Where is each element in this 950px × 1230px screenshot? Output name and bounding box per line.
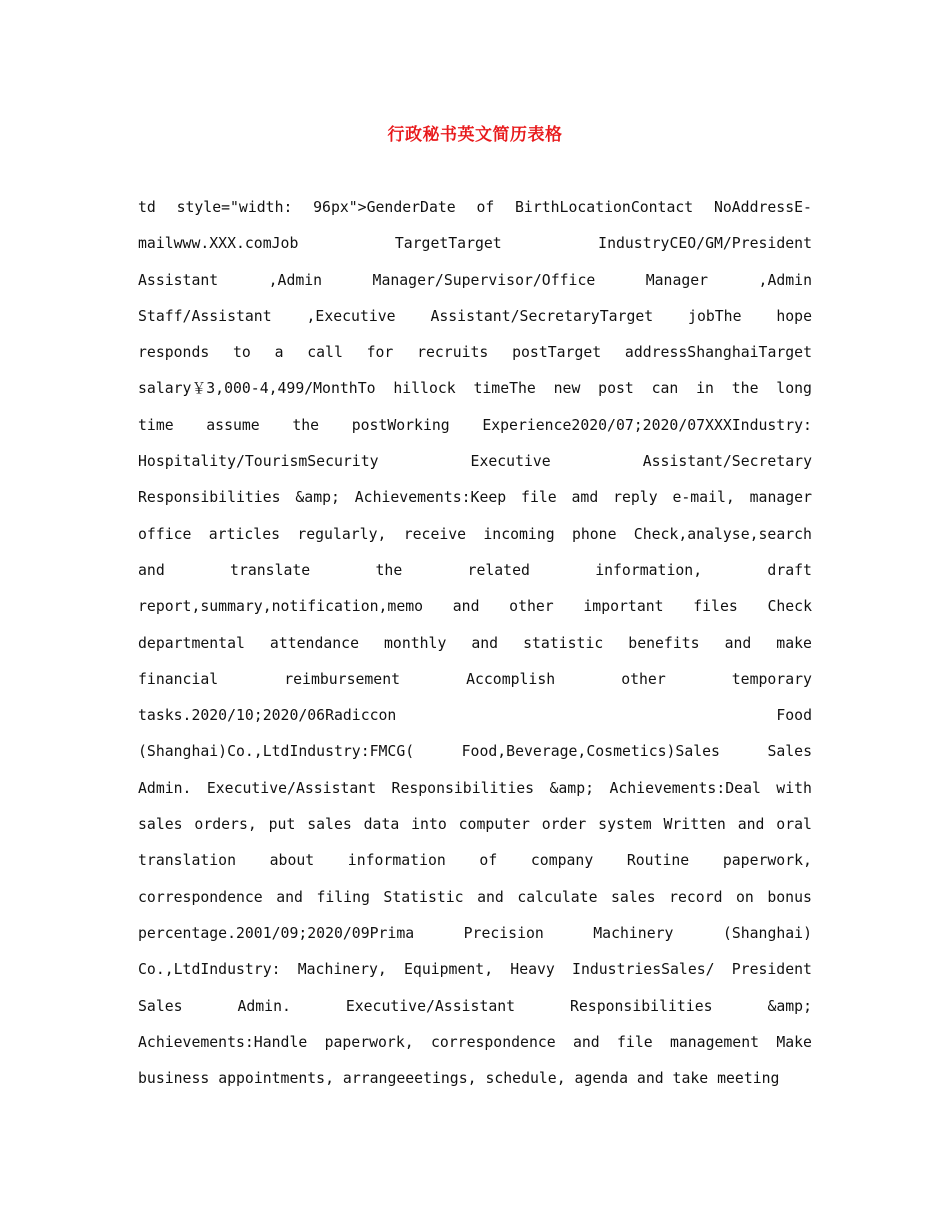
body-text-word: filing: [316, 888, 370, 906]
body-text-word: post: [598, 380, 634, 398]
body-text-word: management: [669, 1033, 760, 1051]
body-text-word: postTarget: [512, 344, 602, 362]
body-text-word: timeThe: [473, 380, 536, 398]
body-text-word: NoAddressE-: [713, 199, 812, 216]
body-text-word: style="width:: [176, 199, 293, 216]
body-text-word: (Shanghai): [722, 924, 812, 942]
body-text-word: sales: [307, 816, 352, 834]
body-text-word: monthly: [384, 634, 447, 652]
body-text-word: and: [138, 561, 165, 579]
body-text-word: orders,: [194, 816, 257, 834]
body-text-word: &amp;: [549, 779, 595, 797]
body-text-line: [138, 989, 812, 1025]
body-text-word: Achievements:Handle: [138, 1033, 308, 1051]
body-text-line: [138, 517, 812, 553]
body-text-word: Check,analyse,search: [633, 525, 812, 543]
body-text-word: (Shanghai)Co.,LtdIndustry:FMCG(: [138, 743, 415, 761]
body-text-word: Hospitality/TourismSecurity: [138, 453, 379, 471]
body-text-word: Food: [776, 707, 812, 725]
body-text-word: Make: [776, 1033, 812, 1051]
body-text-word: Routine: [626, 852, 690, 870]
body-text-word: into: [411, 816, 447, 834]
body-text-word: Achievements:Deal: [609, 779, 761, 797]
body-text-word: appointments,: [218, 1070, 343, 1088]
body-text-word: order: [541, 816, 587, 834]
body-text-word: jobThe: [688, 307, 742, 325]
body-text-word: and: [636, 1070, 673, 1088]
body-text-word: in: [696, 380, 714, 398]
body-text-word: Co.,LtdIndustry:: [138, 961, 281, 979]
body-text-word: Written: [663, 816, 726, 834]
body-text-word: time: [138, 416, 174, 434]
body-text-word: information,: [595, 561, 703, 579]
body-text-word: Assistant: [138, 271, 219, 289]
body-text-word: Executive/Assistant: [345, 997, 516, 1015]
body-text-word: to: [233, 344, 251, 362]
body-text-word: Precision: [463, 924, 544, 942]
body-text-word: articles: [208, 525, 281, 543]
body-text-word: system: [598, 816, 652, 834]
body-text-line: [138, 553, 812, 589]
body-text-word: and: [737, 816, 765, 834]
body-text-word: Responsibilities: [569, 997, 713, 1015]
body-text-word: BirthLocationContact: [515, 199, 694, 216]
body-text-line: [138, 408, 812, 444]
body-text-word: paperwork,: [722, 852, 812, 870]
body-text-word: Responsibilities: [138, 489, 281, 507]
body-text-word: Staff/Assistant: [138, 307, 272, 325]
body-text-line: [138, 880, 812, 916]
body-text-word: call: [307, 344, 343, 362]
body-text-word: attendance: [269, 634, 359, 652]
body-text-word: mailwww.XXX.comJob: [138, 235, 299, 253]
body-text-word: other: [509, 598, 554, 616]
body-text-word: addressShanghaiTarget: [624, 344, 812, 362]
resume-body-text: [138, 190, 812, 1097]
body-text-word: important: [583, 598, 664, 616]
body-text-line: [138, 444, 812, 480]
body-text-word: percentage.2001/09;2020/09Prima: [138, 924, 415, 942]
body-text-word: company: [530, 852, 594, 870]
body-text-line: [138, 662, 812, 698]
body-text-word: and: [572, 1033, 600, 1051]
body-text-word: office: [138, 525, 192, 543]
body-text-word: phone: [571, 525, 617, 543]
body-text-word: receive: [403, 525, 467, 543]
body-text-word: of: [476, 199, 495, 216]
body-text-line: [138, 916, 812, 952]
body-text-word: and: [477, 888, 504, 906]
body-text-line: [138, 698, 812, 734]
body-text-word: hillock: [393, 380, 456, 398]
body-text-word: the: [731, 380, 759, 398]
body-text-word: report,summary,notification,memo: [138, 598, 424, 616]
body-text-line: [138, 335, 812, 371]
body-text-word: and: [276, 888, 303, 906]
body-text-word: postWorking: [351, 416, 450, 434]
body-text-word: Admin.: [237, 997, 291, 1015]
body-text-word: regularly,: [297, 525, 387, 543]
body-text-line: [138, 952, 812, 988]
body-text-word: translation: [138, 852, 236, 870]
body-text-word: departmental: [138, 634, 245, 652]
body-text-word: hope: [776, 307, 812, 325]
body-text-line: [138, 843, 812, 879]
body-text-word: schedule,: [485, 1070, 575, 1088]
body-text-word: IndustriesSales/: [572, 961, 715, 979]
body-text-word: meeting: [717, 1070, 780, 1088]
body-text-word: assume: [206, 416, 260, 434]
body-text-word: ,Admin: [268, 271, 323, 289]
body-text-word: with: [776, 779, 812, 797]
body-text-word: files: [693, 598, 738, 616]
body-text-word: and: [724, 634, 752, 652]
body-text-word: &amp;: [767, 997, 812, 1015]
body-text-word: Assistant/Secretary: [642, 453, 812, 471]
body-text-word: Machinery,: [297, 961, 387, 979]
body-text-word: a: [274, 344, 284, 362]
body-text-word: on: [736, 888, 754, 906]
body-text-word: make: [776, 634, 812, 652]
body-text-word: Manager: [645, 271, 709, 289]
body-text-line: [138, 263, 812, 299]
body-text-word: of: [479, 852, 498, 870]
body-text-word: related: [467, 561, 530, 579]
body-text-word: IndustryCEO/GM/President: [598, 235, 812, 253]
body-text-word: long: [776, 380, 812, 398]
body-text-word: salary￥3,000-4,499/MonthTo: [138, 380, 376, 398]
body-text-word: Sales: [138, 997, 183, 1015]
body-text-word: Executive/Assistant: [206, 779, 377, 797]
body-text-word: record: [669, 888, 723, 906]
body-text-line: [138, 734, 812, 770]
body-text-word: President: [731, 961, 812, 979]
body-text-line: [138, 190, 812, 226]
body-text-word: Executive: [470, 453, 551, 471]
body-text-line: [138, 771, 812, 807]
body-text-line: [138, 589, 812, 625]
body-text-word: ,Executive: [306, 307, 396, 325]
body-text-line: [138, 1025, 812, 1061]
body-text-line: [138, 299, 812, 335]
body-text-line: [138, 1061, 812, 1097]
body-text-word: the: [375, 561, 403, 579]
body-text-word: ,Admin: [758, 271, 812, 289]
body-text-word: translate: [230, 561, 311, 579]
body-text-word: incoming: [483, 525, 555, 543]
body-text-line: [138, 626, 812, 662]
body-text-word: the: [292, 416, 320, 434]
body-text-word: sales: [138, 816, 183, 834]
body-text-word: file: [521, 489, 557, 507]
body-text-word: Accomplish: [466, 670, 556, 688]
body-text-word: Manager/Supervisor/Office: [372, 271, 596, 289]
body-text-word: bonus: [767, 888, 812, 906]
body-text-word: correspondence: [138, 888, 263, 906]
body-text-word: put: [268, 816, 296, 834]
body-text-line: [138, 371, 812, 407]
body-text-word: can: [651, 380, 679, 398]
body-text-word: agenda: [574, 1070, 637, 1088]
body-text-word: manager: [749, 489, 812, 507]
body-text-line: [138, 226, 812, 262]
body-text-word: TargetTarget: [394, 235, 502, 253]
body-text-word: for: [366, 344, 394, 362]
body-text-line: [138, 807, 812, 843]
body-text-word: and: [452, 598, 480, 616]
body-text-word: calculate: [517, 888, 598, 906]
body-text-word: amd: [571, 489, 599, 507]
body-text-word: about: [269, 852, 315, 870]
body-text-word: Responsibilities: [391, 779, 535, 797]
body-text-word: e-mail,: [672, 489, 735, 507]
body-text-word: new: [553, 380, 581, 398]
body-text-word: Assistant/SecretaryTarget: [430, 307, 654, 325]
body-text-word: 96px">GenderDate: [313, 199, 456, 216]
body-text-word: paperwork,: [324, 1033, 414, 1051]
body-text-word: and: [471, 634, 499, 652]
body-text-word: Heavy: [510, 961, 555, 979]
body-text-word: Equipment,: [404, 961, 494, 979]
body-text-word: Experience2020/07;2020/07XXXIndustry:: [482, 416, 812, 434]
body-text-word: oral: [776, 816, 812, 834]
body-text-word: other: [621, 670, 666, 688]
body-text-word: arrangeeetings,: [342, 1070, 486, 1088]
body-text-word: information: [347, 852, 446, 870]
body-text-word: &amp;: [295, 489, 340, 507]
body-text-word: recruits: [417, 344, 489, 362]
body-text-word: tasks.2020/10;2020/06Radiccon: [138, 707, 397, 725]
body-text-word: data: [363, 816, 400, 834]
body-text-word: statistic: [523, 634, 604, 652]
body-text-word: Admin.: [138, 779, 192, 797]
body-text-word: correspondence: [430, 1033, 556, 1051]
body-text-word: business: [138, 1070, 219, 1088]
body-text-word: Food,Beverage,Cosmetics)Sales: [461, 743, 720, 761]
body-text-word: Statistic: [383, 888, 464, 906]
body-text-word: take: [672, 1070, 718, 1088]
body-text-word: Check: [767, 598, 812, 616]
body-text-word: benefits: [628, 634, 700, 652]
document-title: 行政秘书英文简历表格: [387, 125, 563, 145]
body-text-word: file: [617, 1033, 653, 1051]
body-text-word: Sales: [767, 743, 812, 761]
body-text-line: [138, 480, 812, 516]
body-text-word: sales: [611, 888, 656, 906]
body-text-word: draft: [767, 561, 812, 579]
body-text-word: temporary: [731, 670, 812, 688]
body-text-word: Machinery: [593, 924, 674, 942]
body-text-word: Achievements:Keep: [354, 489, 507, 507]
body-text-word: financial: [138, 670, 219, 688]
body-text-word: reimbursement: [284, 670, 401, 688]
body-text-word: reply: [613, 489, 658, 507]
body-text-word: td: [138, 199, 156, 216]
body-text-word: computer: [458, 816, 530, 834]
body-text-word: responds: [138, 344, 210, 362]
